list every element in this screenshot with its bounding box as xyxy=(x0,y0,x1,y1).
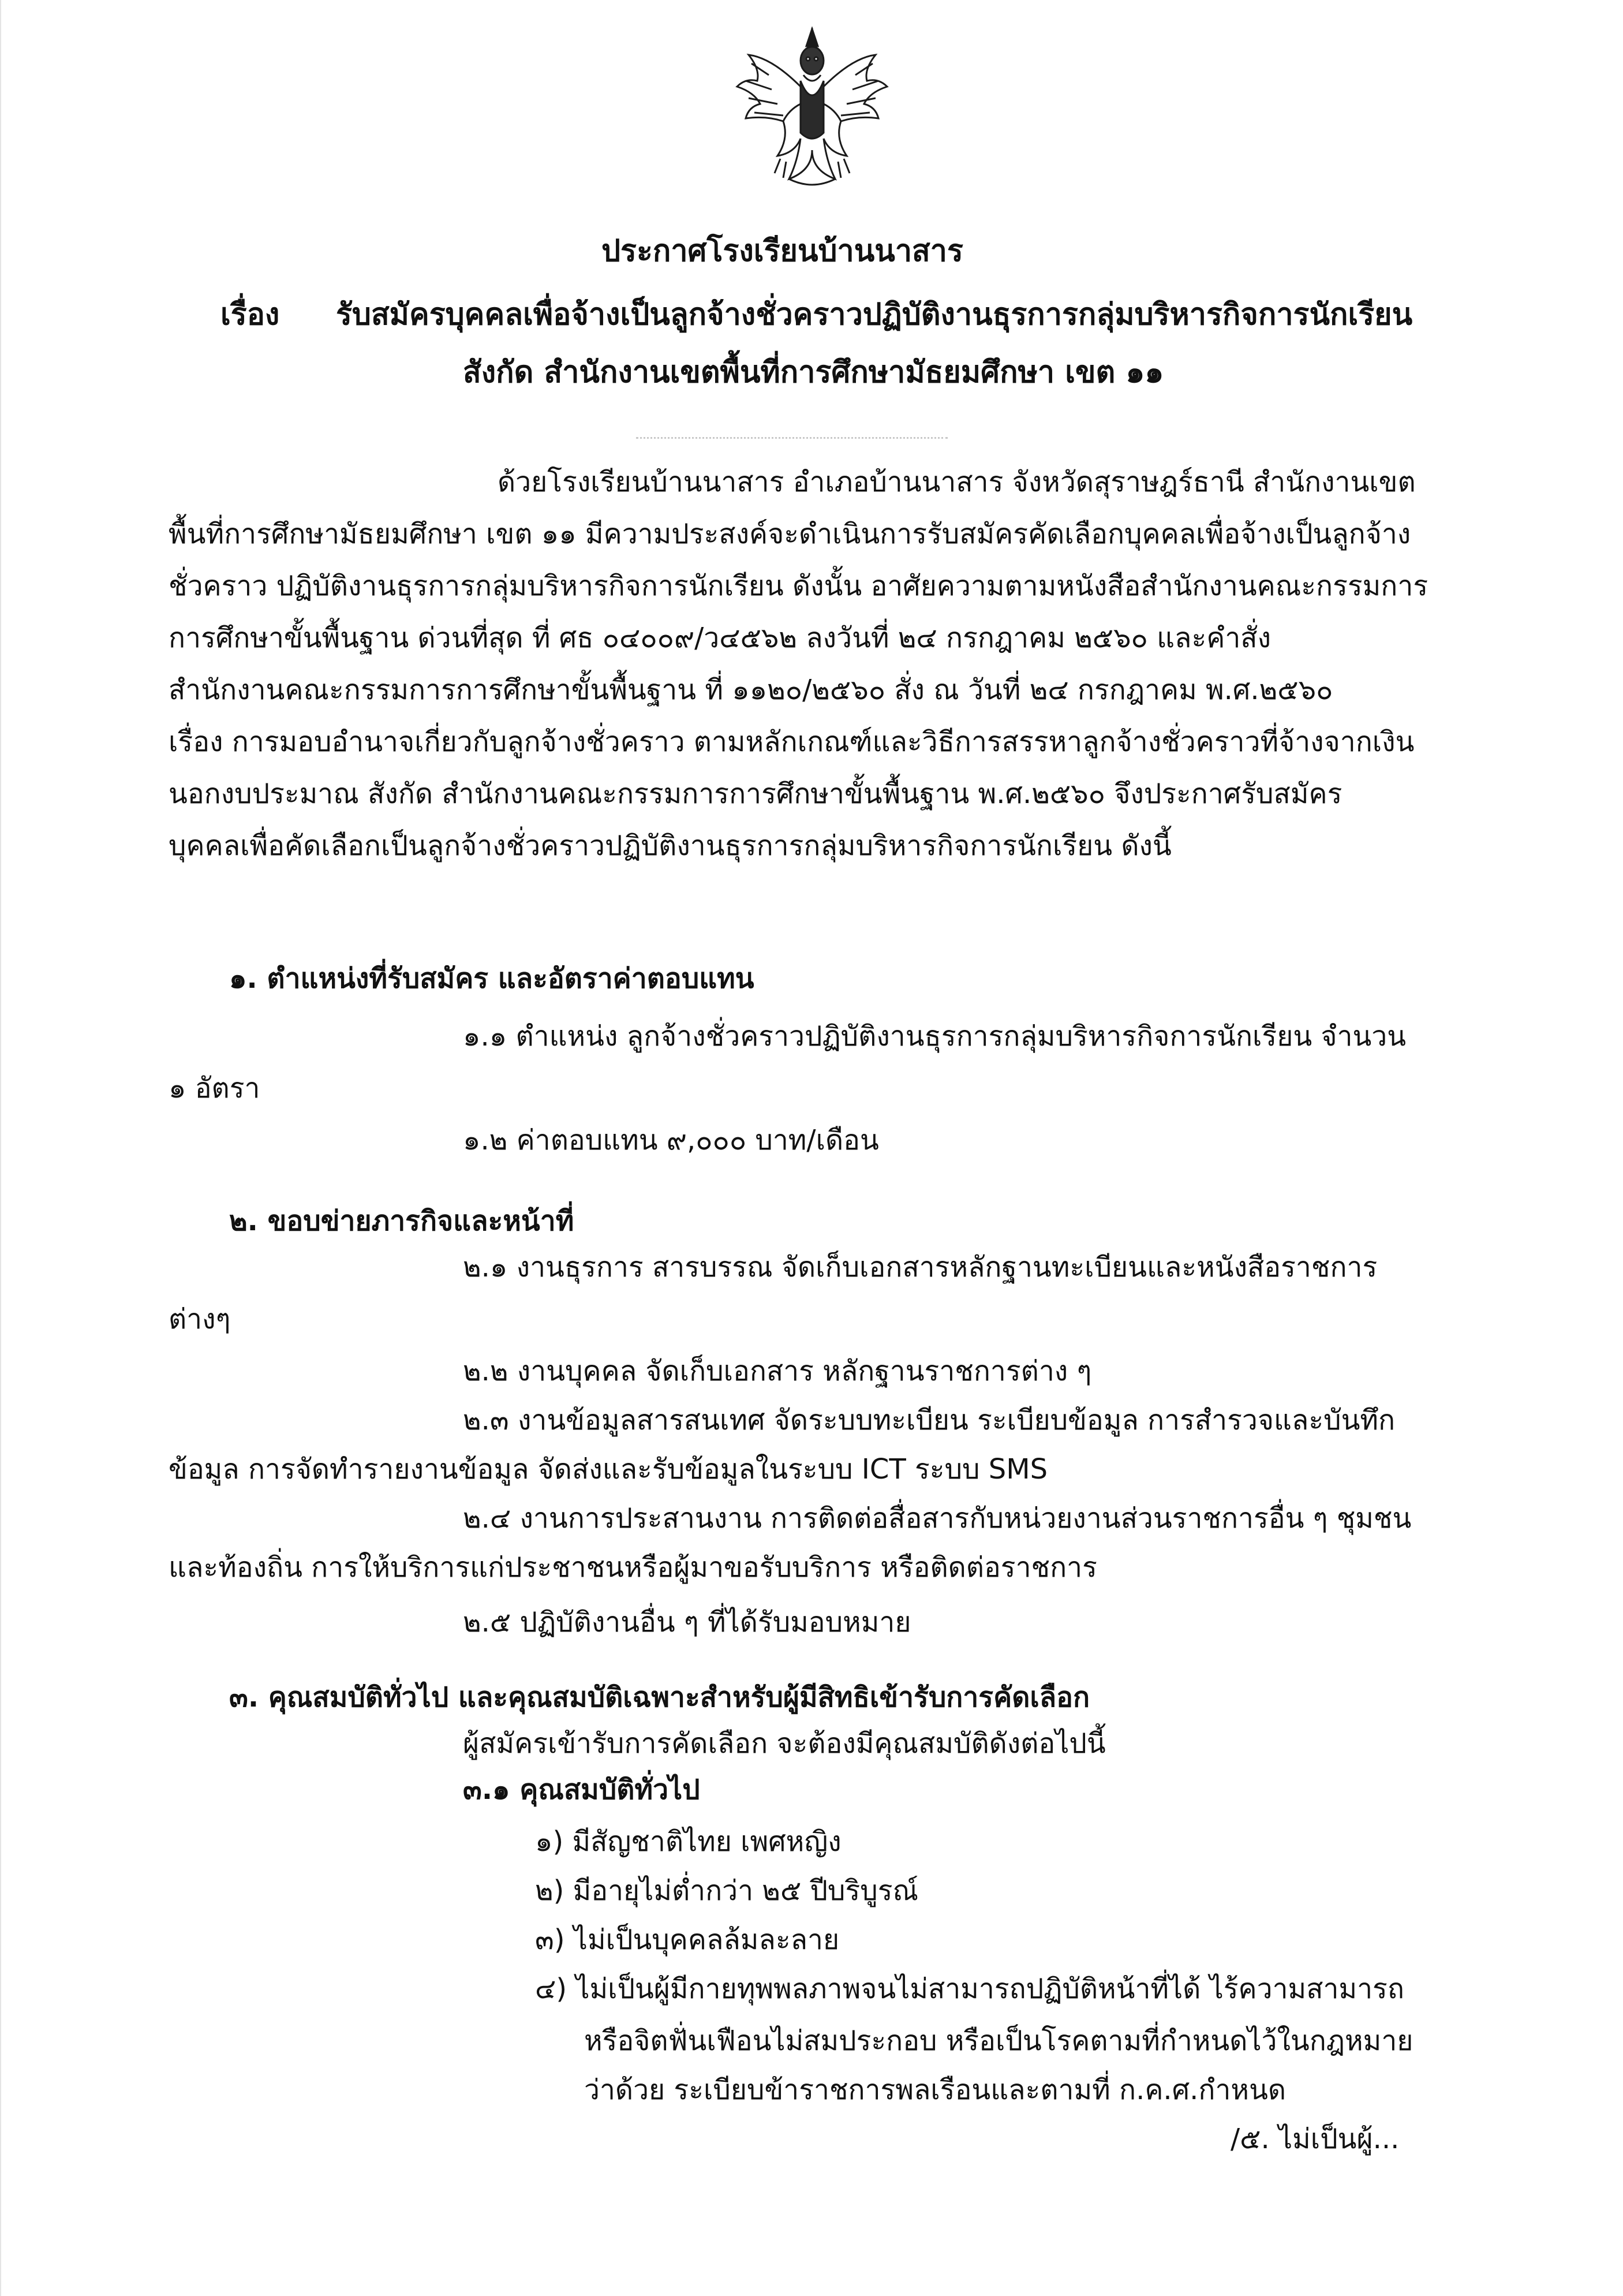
intro-line-1: ด้วยโรงเรียนบ้านนาสาร อำเภอบ้านนาสาร จังหวัดสุราษฎร์ธานี สำนักงานเขต xyxy=(498,466,1416,498)
qualification-item-1: ๑) มีสัญชาติไทย เพศหญิง xyxy=(535,1825,842,1858)
qualification-item-4-continued-1: หรือจิตฟั่นเฟือนไม่สมประกอบ หรือเป็นโรคตามที่กำหนดไว้ในกฎหมาย xyxy=(584,2025,1413,2057)
section1-item2: ๑.๒ ค่าตอบแทน ๙,๐๐๐ บาท/เดือน xyxy=(463,1124,879,1156)
title-divider xyxy=(636,437,948,439)
qualification-item-4: ๔) ไม่เป็นผู้มีกายทุพพลภาพจนไม่สามารถปฏิบัติหน้าที่ได้ ไร้ความสามารถ xyxy=(535,1973,1404,2005)
qualification-item-4-continued-2: ว่าด้วย ระเบียบข้าราชการพลเรือนและตามที่ ก.ค.ศ.กำหนด xyxy=(584,2074,1287,2106)
intro-line-3: ชั่วคราว ปฏิบัติงานธุรการกลุ่มบริหารกิจการนักเรียน ดังนั้น อาศัยความตามหนังสือสำนักงานคณะกรรมการ xyxy=(169,570,1428,602)
subject-label: เรื่อง xyxy=(220,297,280,332)
intro-line-2: พื้นที่การศึกษามัธยมศึกษา เขต ๑๑ มีความประสงค์จะดำเนินการรับสมัครคัดเลือกบุคคลเพื่อจ้างเป็นลูกจ้าง xyxy=(169,518,1411,550)
intro-line-5: สำนักงานคณะกรรมการการศึกษาขั้นพื้นฐาน ที่ ๑๑๒๐/๒๕๖๐ สั่ง ณ วันที่ ๒๔ กรกฎาคม พ.ศ.๒๕๖๐ xyxy=(169,674,1333,706)
section1-heading: ๑. ตำแหน่งที่รับสมัคร และอัตราค่าตอบแทน xyxy=(229,962,754,995)
section1-item1-continued: ๑ อัตรา xyxy=(169,1072,260,1104)
intro-line-6: เรื่อง การมอบอำนาจเกี่ยวกับลูกจ้างชั่วคราว ตามหลักเกณฑ์และวิธีการสรรหาลูกจ้างชั่วคราวที่จ้างจากเงิน xyxy=(169,726,1415,758)
intro-line-8: บุคคลเพื่อคัดเลือกเป็นลูกจ้างชั่วคราวปฏิบัติงานธุรการกลุ่มบริหารกิจการนักเรียน ดังนี้ xyxy=(169,830,1172,862)
qualification-item-2: ๒) มีอายุไม่ต่ำกว่า ๒๕ ปีบริบูรณ์ xyxy=(535,1875,919,1907)
subject-text: รับสมัครบุคคลเพื่อจ้างเป็นลูกจ้างชั่วคราวปฏิบัติงานธุรการกลุ่มบริหารกิจการนักเรียน xyxy=(336,297,1413,332)
section3-heading: ๓. คุณสมบัติทั่วไป และคุณสมบัติเฉพาะสำหรับผู้มีสิทธิเข้ารับการคัดเลือก xyxy=(229,1681,1090,1713)
intro-line-7: นอกงบประมาณ สังกัด สำนักงานคณะกรรมการการศึกษาขั้นพื้นฐาน พ.ศ.๒๕๖๐ จึงประกาศรับสมัคร xyxy=(169,778,1342,810)
section2-item4-continued: และท้องถิ่น การให้บริการแก่ประชาชนหรือผู้มาขอรับบริการ หรือติดต่อราชการ xyxy=(169,1551,1097,1584)
section2-item1: ๒.๑ งานธุรการ สารบรรณ จัดเก็บเอกสารหลักฐานทะเบียนและหนังสือราชการ xyxy=(463,1251,1378,1283)
qualification-item-3: ๓) ไม่เป็นบุคคลล้มละลาย xyxy=(535,1924,840,1956)
section2-item5: ๒.๕ ปฏิบัติงานอื่น ๆ ที่ได้รับมอบหมาย xyxy=(463,1606,911,1638)
garuda-emblem xyxy=(726,23,899,196)
section2-item4: ๒.๔ งานการประสานงาน การติดต่อสื่อสารกับหน่วยงานส่วนราชการอื่น ๆ ชุมชน xyxy=(463,1502,1412,1535)
affiliation-text: สังกัด สำนักงานเขตพื้นที่การศึกษามัธยมศึกษา เขต ๑๑ xyxy=(463,355,1164,390)
section2-heading: ๒. ขอบข่ายภารกิจและหน้าที่ xyxy=(229,1205,574,1237)
section1-item1: ๑.๑ ตำแหน่ง ลูกจ้างชั่วคราวปฏิบัติงานธุรการกลุ่มบริหารกิจการนักเรียน จำนวน xyxy=(463,1020,1407,1052)
section2-item1-continued: ต่างๆ xyxy=(169,1303,231,1335)
section2-item3-continued: ข้อมูล การจัดทำรายงานข้อมูล จัดส่งและรับข้อมูลในระบบ ICT ระบบ SMS xyxy=(169,1453,1048,1485)
intro-line-4: การศึกษาขั้นพื้นฐาน ด่วนที่สุด ที่ ศธ ๐๔๐๐๙/ว๔๕๖๒ ลงวันที่ ๒๔ กรกฎาคม ๒๕๖๐ และคำสั่ง xyxy=(169,622,1272,654)
section3-subheading: ๓.๑ คุณสมบัติทั่วไป xyxy=(463,1774,700,1806)
page-continuation: /๕. ไม่เป็นผู้... xyxy=(1231,2123,1400,2155)
section2-item2: ๒.๒ งานบุคคล จัดเก็บเอกสาร หลักฐานราชการต่าง ๆ xyxy=(463,1355,1092,1387)
section3-intro: ผู้สมัครเข้ารับการคัดเลือก จะต้องมีคุณสมบัติดังต่อไปนี้ xyxy=(463,1727,1106,1760)
announcement-title: ประกาศโรงเรียนบ้านนาสาร xyxy=(601,234,963,268)
section2-item3: ๒.๓ งานข้อมูลสารสนเทศ จัดระบบทะเบียน ระเบียบข้อมูล การสำรวจและบันทึก xyxy=(463,1404,1396,1436)
